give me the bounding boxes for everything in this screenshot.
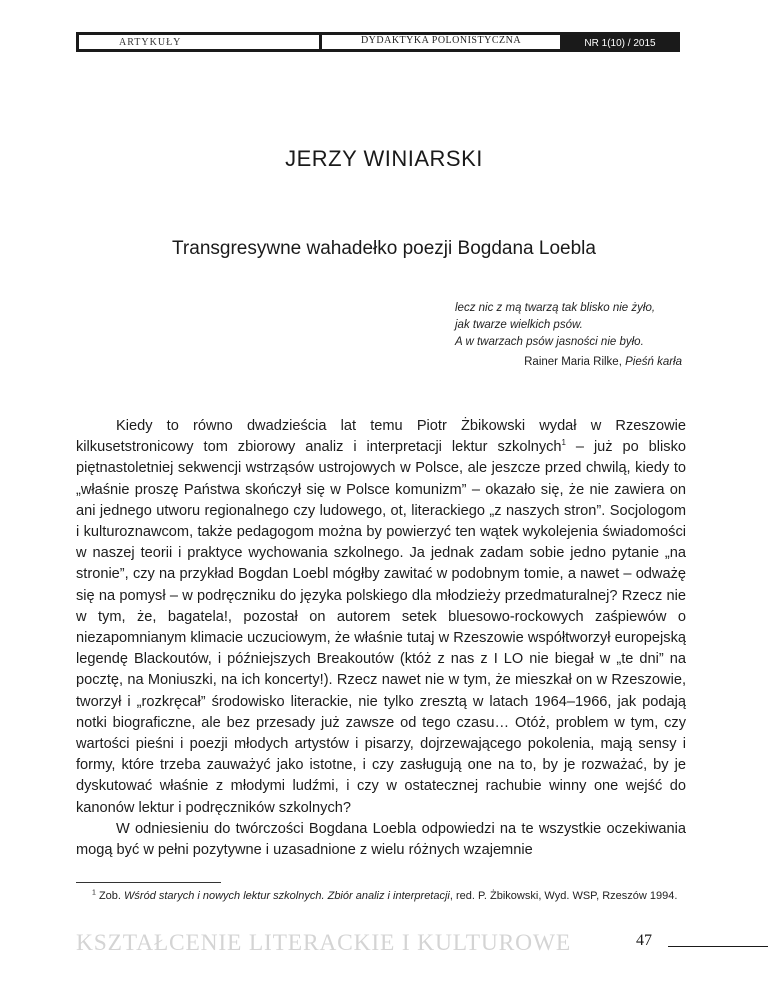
footnote-divider — [76, 882, 221, 883]
footer-journal-title: KSZTAŁCENIE LITERACKIE I KULTUROWE — [76, 930, 572, 956]
epigraph-author: Rainer Maria Rilke, — [524, 356, 622, 368]
page-number: 47 — [636, 932, 652, 949]
paragraph — [76, 416, 686, 819]
page-number-rule — [668, 946, 768, 947]
footnote-text: Zob. — [95, 890, 125, 902]
footnote — [76, 888, 686, 905]
epigraph-line: lecz nic z mą twarzą tak blisko nie żyło, — [455, 302, 656, 314]
header-issue: NR 1(10) / 2015 — [584, 37, 656, 49]
running-header — [76, 32, 680, 52]
footnote-text: , red. P. Żbikowski, Wyd. WSP, Rzeszów 1994. — [449, 890, 678, 902]
footnote-number: 1 — [92, 889, 96, 897]
footnote-title: Wśród starych i nowych lektur szkolnych. Zbiór analiz i interpretacji — [124, 890, 450, 902]
paragraph: W odniesieniu do twórczości Bogdana Loebla odpowiedzi na te wszystkie oczekiwania mogą być w pełni pozytywne i uzasadnione z wielu różnych wzajemnie — [76, 820, 686, 859]
epigraph-attribution — [524, 356, 682, 368]
paragraph-text: Kiedy to równo dwadzieścia lat temu Piotr Żbikowski wydał w Rzeszowie kilkusetstronicowy tom zbiorowy analiz i interpretacji lektur szkolnych — [76, 418, 686, 456]
epigraph-line: A w twarzach psów jasności nie było. — [455, 336, 644, 348]
article-title: Transgresywne wahadełko poezji Bogdana Loebla — [172, 238, 596, 259]
article-body — [76, 416, 686, 861]
epigraph-work: Pieśń karła — [625, 356, 682, 368]
paragraph-text: – już po blisko piętnastoletniej sekwencji wstrząsów ustrojowych w Polsce, ale jeszcze przed chwilą, kiedy to „właśnie proszę Państwa skończył się w Polsce komunizm” – okazało się, że nie zawiera on ani jednego utworu regionalnego czy ludowego, ot, literackiego „z naszych stron”. Socjologom i kulturoznawcom, także pedagogom można by powierzyć ten wątek wykolejenia świadomości w naszej teorii i praktyce wychowania szkolnego. Ja jednak zadam sobie jedno pytanie „na stronie”, czy na przykład Bogdan Loebl mógłby zawitać w podobnym tomie, a nawet – odważę się na pomysł – w podręczniku do języka polskiego dla młodzieży przedmaturalnej? Rzecz nie w tym, że, bagatela!, pozostał on autorem setek bluesowo-rockowych zaśpiewów o niezapomnianym klimacie uczuciowym, że właśnie tutaj w Rzeszowie współtworzył europejską legendę Blackoutów, i późniejszych Breakoutów (któż z nas z I LO nie biegał w „te dni” na pocztę, na Moniuszki, na ich koncerty!). Rzecz nawet nie w tym, że mieszkał on w Rzeszowie, tworzył i „rozkręcał” środowisko literackie, nie tylko zresztą w latach 1964–1966, jak podają notki biograficzne, ale bez przesady już zawsze od tego czasu… Otóż, problem w tym, czy wartości pieśni i poezji młodych artystów i pisarzy, dojrzewającego pokolenia, mają sensy i formy, które trzeba zauważyć jako istotne, i czy zasługują one na to, by je rozważać, by je dyskutować właśnie z młodymi ludźmi, i czy w ostatecznej rachubie winny one wejść do kanonów lektur i podręczników szkolnych? — [76, 439, 686, 816]
article-author: JERZY WINIARSKI — [285, 146, 483, 171]
epigraph — [455, 300, 705, 351]
footnote-ref[interactable]: 1 — [561, 438, 566, 448]
epigraph-line: jak twarze wielkich psów. — [455, 319, 583, 331]
header-section: ARTYKUŁY — [79, 35, 319, 49]
header-journal: DYDAKTYKA POLONISTYCZNA — [322, 35, 560, 49]
